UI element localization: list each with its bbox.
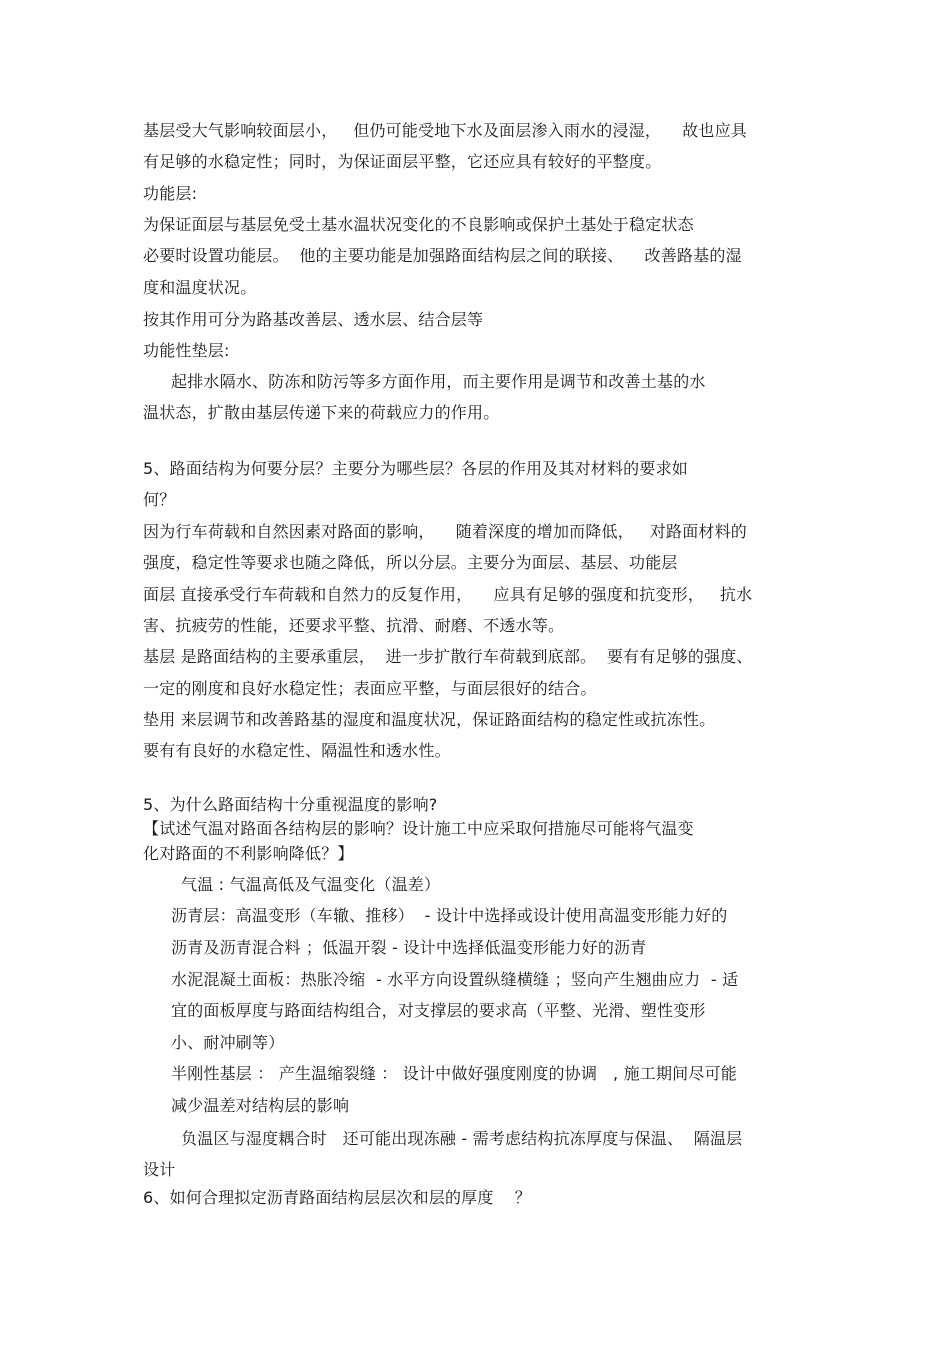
- text-line: 面层 直接承受行车荷载和自然力的反复作用， 应具有足够的强度和抗变形， 抗水: [143, 585, 753, 604]
- text-line: 要有有良好的水稳定性、隔温性和透水性。: [143, 741, 451, 760]
- text-line: 沥青层：高温变形（车辙、推移） - 设计中选择或设计使用高温变形能力好的: [171, 906, 728, 925]
- question-heading: 5、为什么路面结构十分重视温度的影响?: [143, 795, 438, 814]
- text-line: 功能层:: [143, 184, 198, 203]
- question-heading: 【试述气温对路面各结构层的影响？设计施工中应采取何措施尽可能将气温变: [143, 819, 694, 838]
- text-line: 设计: [143, 1160, 176, 1179]
- text-line: 基层受大气影响较面层小， 但仍可能受地下水及面层渗入雨水的浸湿， 故也应具: [143, 121, 748, 140]
- text-line: 强度，稳定性等要求也随之降低，所以分层。主要分为面层、基层、功能层: [143, 553, 678, 572]
- text-line: 水泥混凝土面板：热胀冷缩 - 水平方向设置纵缝横缝 ；竖向产生翘曲应力 - 适: [171, 970, 739, 989]
- text-line: 害、抗疲劳的性能，还要求平整、抗滑、耐磨、不透水等。: [143, 616, 565, 635]
- question-heading: 5、路面结构为何要分层？主要分为哪些层？各层的作用及其对材料的要求如: [143, 459, 688, 478]
- question-heading: 何？: [143, 490, 176, 509]
- text-line: 负温区与湿度耦合时 还可能出现冻融 - 需考虑结构抗冻厚度与保温、 隔温层: [181, 1129, 743, 1148]
- text-line: 必要时设置功能层。 他的主要功能是加强路面结构层之间的联接、 改善路基的湿: [143, 246, 742, 265]
- text-line: 有足够的水稳定性；同时，为保证面层平整，它还应具有较好的平整度。: [143, 152, 662, 171]
- question-heading: 化对路面的不利影响降低？】: [143, 844, 354, 863]
- text-line: 半刚性基层 ： 产生温缩裂缝 ： 设计中做好强度刚度的协调 , 施工期间尽可能: [171, 1064, 737, 1083]
- text-line: 因为行车荷载和自然因素对路面的影响， 随着深度的增加而降低， 对路面材料的: [143, 522, 748, 541]
- text-line: 度和温度状况。: [143, 278, 257, 297]
- text-line: 温状态，扩散由基层传递下来的荷载应力的作用。: [143, 403, 500, 422]
- text-line: 一定的刚度和良好水稳定性；表面应平整，与面层很好的结合。: [143, 679, 597, 698]
- text-line: 小、耐冲刷等）: [171, 1033, 285, 1052]
- text-line: 按其作用可分为路基改善层、透水层、结合层等: [143, 310, 484, 329]
- question-heading: 6、如何合理拟定沥青路面结构层层次和层的厚度 ？: [143, 1188, 531, 1207]
- text-line: 基层 是路面结构的主要承重层， 进一步扩散行车荷载到底部。 要有有足够的强度、: [143, 647, 753, 666]
- text-line: 为保证面层与基层免受土基水温状况变化的不良影响或保护土基处于稳定状态: [143, 215, 694, 234]
- text-line: 气温 : 气温高低及气温变化（温差）: [181, 875, 441, 894]
- text-line: 起排水隔水、防冻和防污等多方面作用，而主要作用是调节和改善土基的水: [171, 372, 706, 391]
- text-line: 沥青及沥青混合料 ；低温开裂 - 设计中选择低温变形能力好的沥青: [171, 938, 647, 957]
- text-line: 垫用 来层调节和改善路基的湿度和温度状况，保证路面结构的稳定性或抗冻性。: [143, 710, 716, 729]
- text-line: 宜的面板厚度与路面结构组合，对支撑层的要求高（平整、光滑、塑性变形: [171, 1001, 706, 1020]
- text-line: 减少温差对结构层的影响: [171, 1096, 350, 1115]
- text-line: 功能性垫层:: [143, 341, 230, 360]
